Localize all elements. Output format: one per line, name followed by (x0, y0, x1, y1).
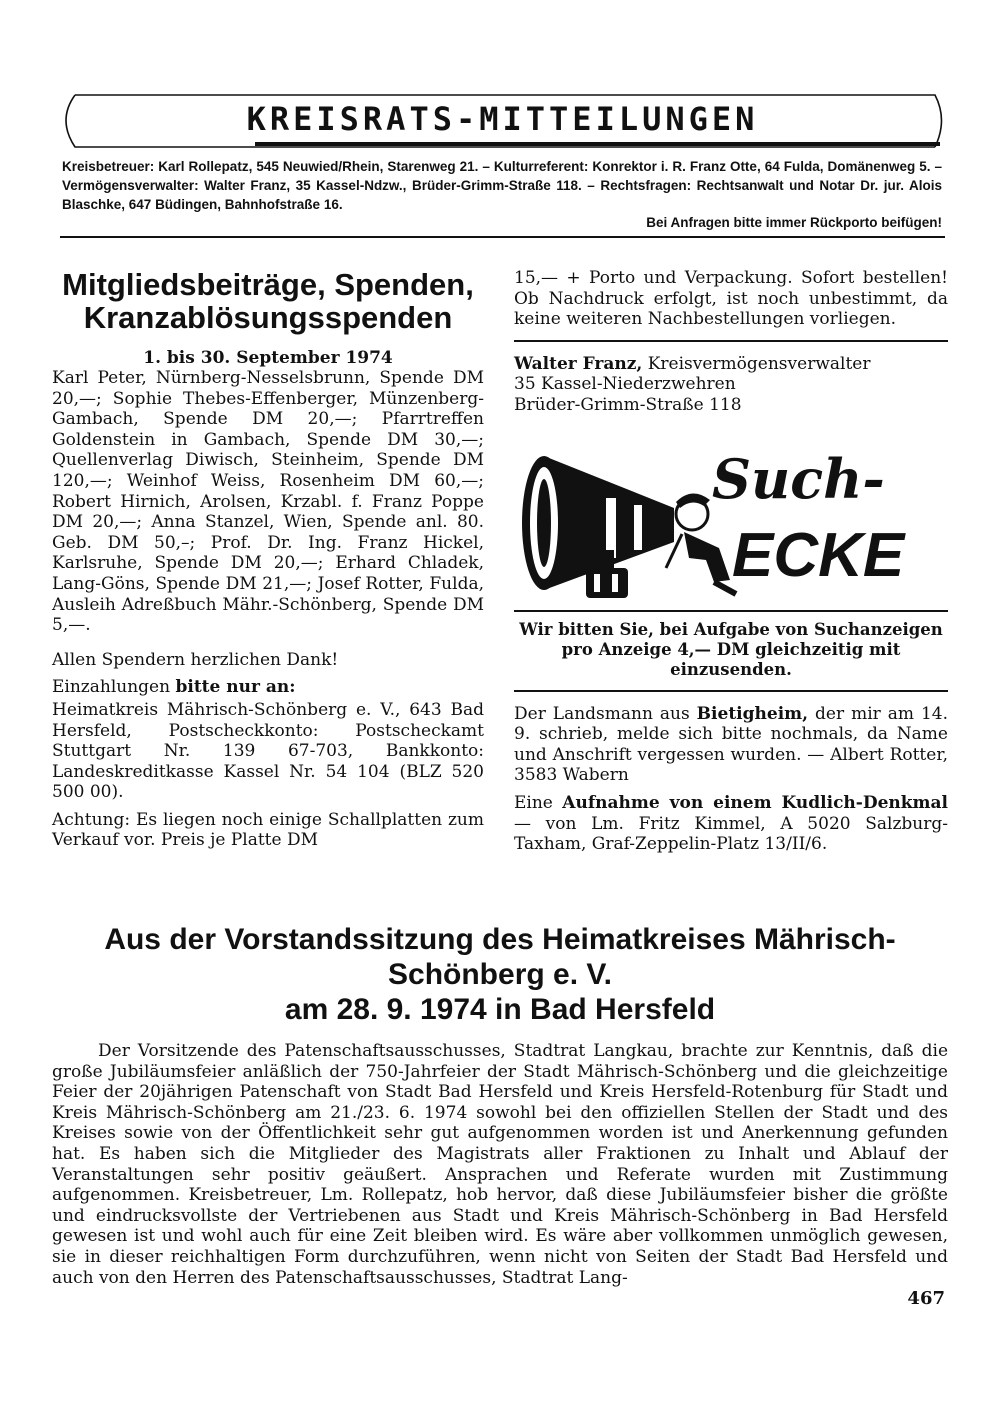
left-column (52, 268, 484, 851)
contact-text-rechtsfragen: Rechtsanwalt und Notar Dr. jur. Alois Blaschke, 647 Büdingen, Bahnhofstraße 16. (62, 178, 943, 212)
contact-role-kulturreferent: Kulturreferent: (493, 159, 589, 174)
contact-role-vermoegensverwalter: Vermögensverwalter: (62, 178, 199, 193)
seller-address2: Brüder-Grimm-Straße 118 (514, 394, 742, 415)
donations-body (52, 368, 484, 851)
contact-role-rechtsfragen: Rechtsfragen: (600, 178, 692, 193)
records-notice: Achtung: Es liegen noch einige Schallplatten zum Verkauf vor. Preis je Platte DM (52, 809, 484, 851)
bank-account: Heimatkreis Mährisch-Schönberg e. V., 643 Bad Hersfeld, Postscheckkonto: Postscheckamt Stuttgart Nr. 139 67-703, Bankkonto: Landeskreditkasse Kassel Nr. 54 104 (BLZ 520 500 00). (52, 699, 484, 803)
search1-intro: Der Landsmann aus (514, 703, 697, 724)
figure-word2: ECKE (732, 520, 905, 590)
payments-intro-bold: bitte nur an: (175, 677, 296, 698)
article-heading-line1: Aus der Vorstandssitzung des Heimatkreises Mährisch-Schönberg e. V. (104, 923, 896, 991)
records-continuation (514, 268, 948, 330)
search-requests (514, 704, 948, 855)
donations-heading-line1: Mitgliedsbeiträge, Spenden, (62, 267, 474, 302)
figure-caption: Wir bitten Sie, bei Aufgabe von Suchanzeigen pro Anzeige 4,— DM gleichzeitig mit einzusenden. (519, 619, 943, 679)
figure-word1: Such- (712, 449, 885, 511)
search1-place: Bietigheim, (696, 703, 809, 724)
search1-text: der mir am 14. 9. schrieb, melde sich bitte nochmals, da Name und Anschrift vergessen wurden. — Albert Rotter, 3583 Wabern (514, 703, 948, 786)
divider (514, 610, 948, 612)
article-body: Der Vorsitzende des Patenschaftsausschusses, Stadtrat Langkau, brachte zur Kenntnis, daß die große Jubiläumsfeier anläßlich der 750-Jahrfeier der Stadt Mährisch-Schönberg und die gleichzeitige Feier der 20jährigen Patenschaft von Stadt Bad Hersfeld und Kreis Hersfeld-Rotenburg für Stadt und Kreis Mährisch-Schönberg am 21./23. 6. 1974 sowohl bei den offiziellen Stellen der Stadt und des Kreises sowie von der Öffentlichkeit sehr gut aufgenommen worden ist und Anerkennung gefunden hat. Es haben sich die Mitglieder des Magistrats aller Fraktionen zu Inhalt und Ablauf der Veranstaltungen sehr positiv geäußert. Ansprachen und Referate wurden mit Zustimmung aufgenommen. Kreisbetreuer, Lm. Rollepatz, hob hervor, daß diese Jubiläumsfeier bisher die größte und eindrucksvollste der Vertriebenen aus Stadt und Kreis Mährisch-Schönberg in Bad Hersfeld gewesen ist und wohl auch für eine Zeit bleiben wird. Es wäre aber vollkommen unmöglich gewesen, sie in dieser reichhaltigen Form durchzuführen, wenn nicht von Seiten der Stadt Bad Hersfeld und auch von den Herren des Patenschaftsausschusses, Stadtrat Lang- (52, 1041, 948, 1288)
board-meeting-article (52, 922, 948, 1288)
contact-text-vermoegensverwalter: Walter Franz, 35 Kassel-Ndzw., Brüder-Grimm-Straße 118. – (198, 178, 601, 193)
payments-intro (52, 677, 484, 698)
contacts-block (62, 157, 942, 214)
contact-role-kreisbetreuer: Kreisbetreuer: (62, 159, 155, 174)
contacts-rule (60, 236, 945, 238)
donations-date: 1. bis 30. September 1974 (143, 348, 393, 368)
divider (514, 340, 948, 342)
contact-text-kreisbetreuer: Karl Rollepatz, 545 Neuwied/Rhein, Starenweg 21. – (154, 159, 494, 174)
seller-block (514, 354, 948, 416)
right-column (514, 268, 948, 855)
search2-text: — von Lm. Fritz Kimmel, A 5020 Salzburg-Taxham, Graf-Zeppelin-Platz 13/II/6. (514, 813, 948, 855)
contact-text-kulturreferent: Konrektor i. R. Franz Otte, 64 Fulda, Domänenweg 5. – (588, 159, 942, 174)
article-heading (52, 922, 948, 1027)
donations-heading (52, 268, 484, 334)
search-request-2 (514, 793, 948, 855)
thanks-line: Allen Spendern herzlichen Dank! (52, 649, 339, 670)
seller-role: Kreisvermögensverwalter (642, 353, 871, 374)
article-heading-line2: am 28. 9. 1974 in Bad Hersfeld (284, 993, 716, 1026)
search-request-1 (514, 704, 948, 786)
seller-address1: 35 Kassel-Niederzwehren (514, 374, 736, 395)
telescope-man-icon (514, 450, 948, 600)
contacts-note: Bei Anfragen bitte immer Rückporto beifügen! (646, 215, 942, 230)
search2-subject: Aufnahme von einem Kudlich-Denkmal (562, 792, 948, 813)
divider (514, 690, 948, 692)
page-number: 467 (907, 1288, 945, 1309)
banner-title: KREISRATS-MITTEILUNGEN (246, 100, 759, 138)
records-cont-text: 15,— + Porto und Verpackung. Sofort bestellen! Ob Nachdruck erfolgt, ist noch unbestimmt, da keine weiteren Nachbestellungen vorliegen. (514, 268, 948, 330)
donor-list: Karl Peter, Nürnberg-Nesselsbrunn, Spende DM 20,—; Sophie Thebes-Effenberger, Münzenberg-Gambach, Spende DM 20,—; Pfarrtreffen Goldenstein in Gambach, Spende DM 30,—; Quellenverlag Diwisch, Steinheim, Spende DM 120,—; Weinhof Weiss, Rosenheim DM 60,—; Robert Hirnich, Arolsen, Krzabl. f. Franz Poppe DM 20,—; Anna Stanzel, Wien, Spende anl. 80. Geb. DM 50,–; Prof. Dr. Ing. Franz Hickel, Karlsruhe, Spende DM 20,—; Erhard Chladek, Lang-Göns, Spende DM 21,—; Josef Rotter, Fulda, Ausleih Adreßbuch Mähr.-Schönberg, Spende DM 5,—. (52, 368, 484, 636)
seller-line (514, 354, 948, 375)
donations-heading-line2: Kranzablösungsspenden (83, 300, 453, 335)
payments-intro-text: Einzahlungen (52, 677, 176, 698)
search2-intro: Eine (514, 792, 563, 813)
search-corner-illustration (514, 450, 948, 600)
seller-name: Walter Franz, (514, 353, 643, 374)
masthead-banner (55, 92, 950, 150)
